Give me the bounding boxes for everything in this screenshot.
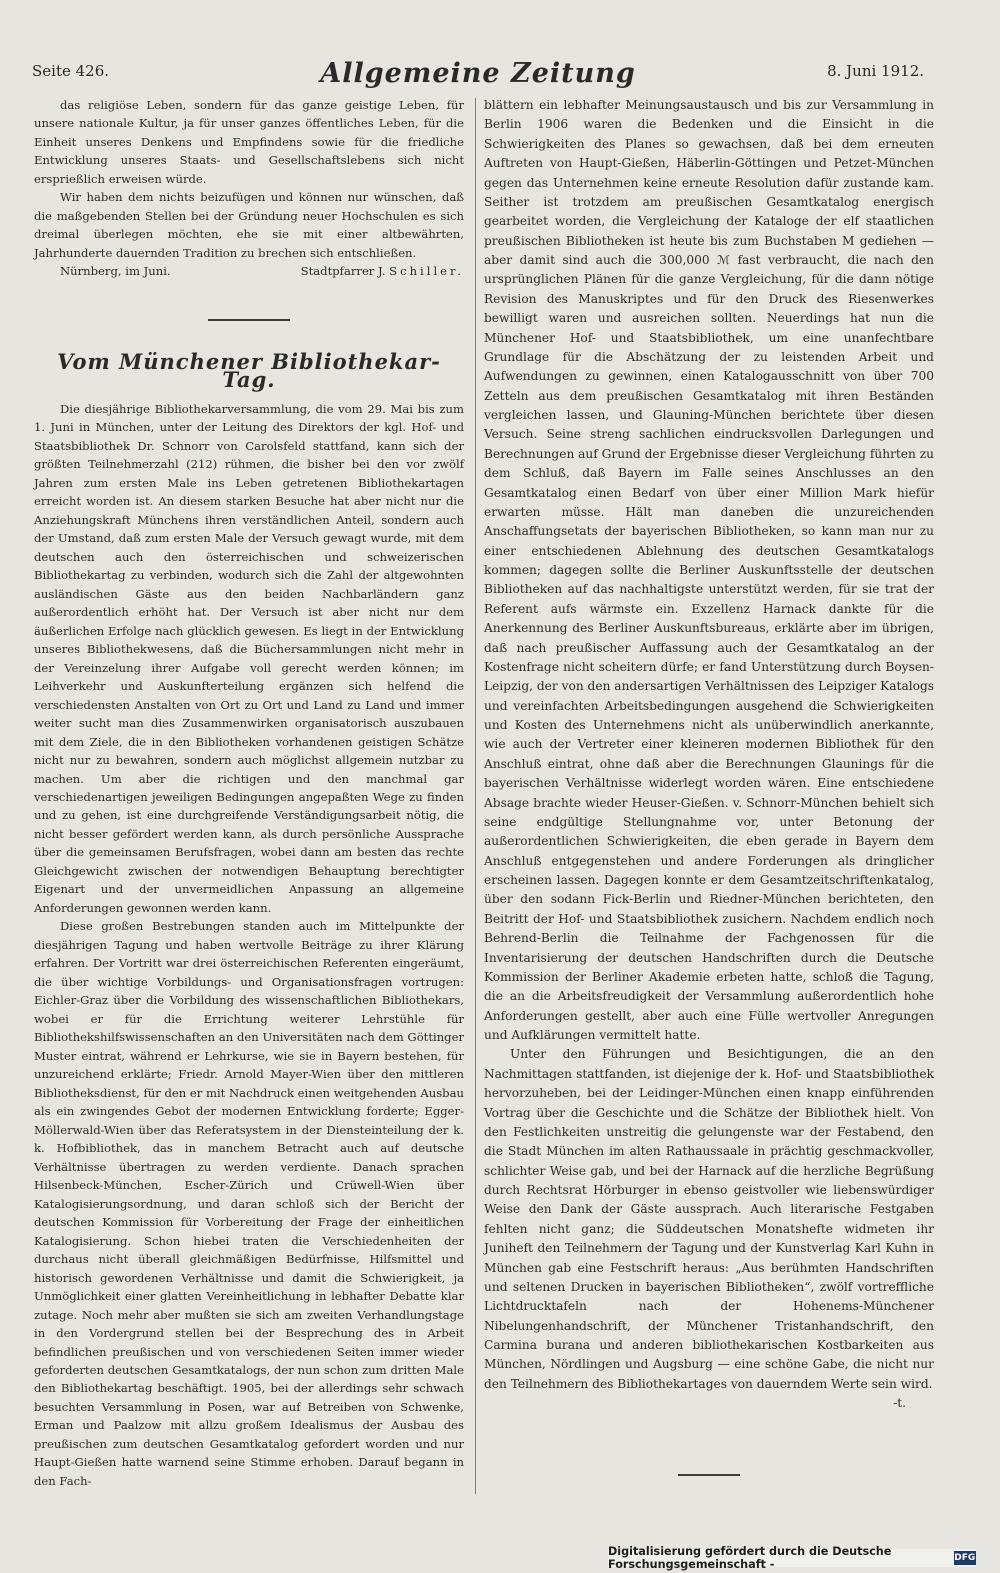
section-separator [208, 319, 290, 321]
prev-article-paragraph: das religiöse Leben, sondern für das ganze geistige Leben, für unsere nationale Kultur, ja für unser ganzes öffentliches Leben, für die Einheit unseres Denkens und Empfindens sowie für die friedliche Entwicklung unseres Staats- und Gesellschaftslebens sich nicht ersprießlich erweisen würde. [34, 98, 464, 186]
column-divider [475, 98, 476, 1494]
author-role: Stadtpfarrer J. [300, 264, 386, 279]
issue-date: 8. Juni 1912. [827, 62, 924, 80]
prev-article-paragraph: Wir haben dem nichts beizufügen und können nur wünschen, daß die maßgebenden Stellen bei der Gründung neuer Hochschulen es sich dreimal überlegen möchten, ehe sie mit einer altbewährten, Jahrhunderte dauernden Tradition zu brechen sich entschließen. [34, 190, 464, 260]
article-title: Vom Münchener Bibliothekar-Tag. [57, 348, 441, 393]
page-header [32, 58, 924, 92]
footer-text: Digitalisierung gefördert durch die Deutsche Forschungsgemeinschaft - [608, 1545, 892, 1571]
page-number: Seite 426. [32, 62, 110, 80]
digitization-footer [608, 1545, 976, 1571]
article-paragraph: Die diesjährige Bibliothekarversammlung, die vom 29. Mai bis zum 1. Juni in München, unter der Leitung des Direktors der kgl. Hof- und Staatsbibliothek Dr. Schnorr von Carolsfeld stattfand, kann sich der größten Teilnehmerzahl (212) rühmen, die bisher bei den vor zwölf Jahren zum ersten Male ins Leben getretenen Bibliothekartagen erreicht worden ist. An diesem starken Besuche hat aber nicht nur die Anziehungskraft Münchens ihren verständlichen Anteil, sondern auch der Umstand, daß zum ersten Male der Versuch gewagt wurde, mit dem deutschen auch den österreichischen und schweizerischen Bibliothekartag zu verbinden, wodurch sich die Zahl der altgewohnten ausländischen Gäste aus den beiden Nachbarländern ganz außerordentlich erhöht hat. Der Versuch ist aber nicht nur dem äußerlichen Erfolge nach glücklich gewesen. Es liegt in der Entwicklung unseres Bibliothekwesens, daß die Büchersammlungen nicht mehr in der Vereinzelung ihrer Aufgabe voll gerecht werden können; im Leihverkehr und Auskunfterteilung ergänzen sich helfend die verschiedensten Anstalten von Ort zu Ort und Land zu Land und immer weiter sucht man dies Zusammenwirken organisatorisch auszubauen mit dem Ziele, die in den Bibliotheken vorhandenen geistigen Schätze nicht nur zu bewahren, sondern auch möglichst allgemein nutzbar zu machen. Um aber die richtigen und den manchmal gar verschiedenartigen jeweiligen Bedingungen angepaßten Wege zu finden und zu gehen, ist eine durchgreifende Verständigungsarbeit nötig, die nicht besser gefördert werden kann, als durch persönliche Aussprache über die gemeinsamen Berufsfragen, wobei dann am besten das rechte Gleichgewicht zwischen der notwendigen Behauptung berechtigter Eigenart und der unvermeidlichen Anpassung an allgemeine Anforderungen gewonnen werden kann. [34, 401, 464, 915]
article-paragraph: Unter den Führungen und Besichtigungen, die an den Nachmittagen stattfanden, ist diejenige der k. Hof- und Staatsbibliothek hervorzuheben, bei der Leidinger-München einen knapp einführenden Vortrag über die Geschichte und die Schätze der Bibliothek hielt. Von den Festlichkeiten unstreitig die gelungenste war der Festabend, den die Stadt München im alten Rathaussaale in prächtig geschmackvoller, schlichter Weise gab, und bei der Harnack auf die herzliche Begrüßung durch Rechtsrat Hörburger in ebenso geistvoller wie liebenswürdiger Weise den Dank der Gäste aussprach. Auch literarische Festgaben fehlten nicht ganz; die Süddeutschen Monatshefte widmeten ihr Juniheft den Teilnehmern der Tagung und der Kunstverlag Karl Kuhn in München gab eine Festschrift heraus: „Aus berühmten Handschriften und seltenen Drucken in bayerischen Bibliotheken“, zwölf vortreffliche Lichtdrucktafeln nach der Hohenems-Münchener Nibelungenhandschrift, der Münchener Tristanhandschrift, den Carmina burana und anderen bibliothekarischen Kostbarkeiten aus München, Nördlingen und Augsburg — eine schöne Gabe, die nicht nur den Teilnehmern des Bibliothekartages von dauerndem Werte sein wird. [484, 1047, 934, 1391]
signature-line [34, 262, 464, 280]
dfg-logo-icon: DFG [954, 1553, 976, 1563]
signature-place: Nürnberg, im Juni. [60, 264, 171, 279]
signature-author [301, 262, 464, 280]
author-name: Schiller. [389, 264, 464, 279]
right-column [484, 96, 934, 1476]
left-column [34, 96, 464, 1490]
end-separator [678, 1474, 740, 1476]
masthead-title: Allgemeine Zeitung [320, 58, 636, 89]
article-paragraph: Diese großen Bestrebungen standen auch im Mittelpunkte der diesjährigen Tagung und haben wertvolle Beiträge zu ihrer Klärung erfahren. Der Vortritt war drei österreichischen Referenten eingeräumt, die über wichtige Vorbildungs- und Organisationsfragen vortrugen: Eichler-Graz über die Vorbildung des wissenschaftlichen Bibliothekars, wobei er für die Errichtung weiterer Lehrstühle für Bibliothekshilfswissenschaften an den Universitäten nach dem Göttinger Muster eintrat, während er Lehrkurse, wie sie in Bayern bestehen, für unzureichend erklärte; Friedr. Arnold Mayer-Wien über den mittleren Bibliotheksdienst, für den er mit Nachdruck einen weitgehenden Ausbau als ein zwingendes Gebot der modernen Entwicklung forderte; Egger-Möllerwald-Wien über das Referatsystem in der Diensteinteilung der k. k. Hofbibliothek, das in manchem Betracht auch auf deutsche Verhältnisse übertragen zu werden verdiente. Danach sprachen Hilsenbeck-München, Escher-Zürich und Crüwell-Wien über Katalogisierungsordnung, und daran schloß sich der Bericht der deutschen Kommission für Vorbereitung der Frage der einheitlichen Katalogisierung. Schon hiebei traten die Verschiedenheiten der durchaus nicht überall gleichmäßigen Bedürfnisse, Hilfsmittel und historisch gewordenen Verhältnisse und damit die Schwierigkeit, ja Unmöglichkeit einer glatten Vereinheitlichung in lebhafter Debatte klar zutage. Noch mehr aber mußten sie sich am zweiten Verhandlungstage in den Vordergrund stellen bei der Besprechung des in Arbeit befindlichen preußischen und von verschiedenen Seiten immer wieder geforderten deutschen Gesamtkatalogs, der nun schon zum dritten Male den Bibliothekartag beschäftigt. 1905, bei der allerdings sehr schwach besuchten Versammlung in Posen, war auf Betreiben von Schwenke, Erman und Paalzow mit allzu großem Idealismus der Ausbau des preußischen zum deutschen Gesamtkatalog gefordert worden und nur Haupt-Gießen hatte warnend seine Stimme erhoben. Darauf begann in den Fach- [34, 919, 464, 1488]
author-initials: -t. [893, 1396, 906, 1411]
article-paragraph: blättern ein lebhafter Meinungsaustausch und bis zur Versammlung in Berlin 1906 waren die Bedenken und die Einsicht in die Schwierigkeiten des Planes so gewachsen, daß bei dem erneuten Auftreten von Haupt-Gießen, Häberlin-Göttingen und Petzet-München gegen das Unternehmen keine erneute Resolution dafür zustande kam. Seither ist trotzdem am preußischen Gesamtkatalog energisch gearbeitet worden, die Vergleichung der Kataloge der elf staatlichen preußischen Bibliotheken ist heute bis zum Buchstaben M gediehen — aber damit sind auch die 300,000 ℳ fast verbraucht, die nach den ursprünglichen Plänen für die ganze Vergleichung, für die dann nötige Revision des Manuskriptes und für den Druck des Riesenwerkes bewilligt waren und ausreichen sollten. Neuerdings hat nun die Münchener Hof- und Staatsbibliothek, um eine unanfechtbare Grundlage für die Abschätzung der zu leistenden Arbeit und Aufwendungen zu gewinnen, einen Katalogausschnitt von über 700 Zetteln aus dem preußischen Gesamtkatalog mit ihren Beständen vergleichen lassen, und Glauning-München berichtete über diesen Versuch. Seine streng sachlichen eindrucksvollen Darlegungen und Berechnungen auf Grund der Ergebnisse dieser Vergleichung führten zu dem Schluß, daß Bayern im Falle seines Anschlusses an den Gesamtkatalog einen Bedarf von über einer Million Mark hiefür erwarten müsse. Hält man daneben die unzureichenden Anschaffungsetats der bayerischen Bibliotheken, so kann man nur zu einer entschiedenen Ablehnung des deutschen Gesamtkatalogs kommen; dagegen sollte die Berliner Auskunftsstelle der deutschen Bibliotheken auf das nachhaltigste unterstützt werden, für sie trat der Referent aufs wärmste ein. Exzellenz Harnack dankte für die Anerkennung des Berliner Auskunftsbureaus, erklärte aber im übrigen, daß nach preußischer Auffassung auch der Gesamtkatalog an der Kostenfrage nicht scheitern dürfe; er fand Unterstützung durch Boysen-Leipzig, der von den andersartigen Verhältnissen des Leipziger Katalogs und vereinfachten Arbeitsbedingungen ausgehend die Schwierigkeiten und Kosten des Unternehmens nicht als unüberwindlich anerkannte, wie auch der Vertreter einer kleineren modernen Bibliothek für den Anschluß eintrat, ohne daß aber die Berechnungen Glaunings für die bayerischen Verhältnisse widerlegt worden wären. Eine entschiedene Absage brachte wieder Heuser-Gießen. v. Schnorr-München behielt sich seine endgültige Stellungnahme vor, unter Betonung der außerordentlichen Schwierigkeiten, die eben gerade in Bayern dem Anschluß entgegenstehen und andere Forderungen als dringlicher erscheinen lassen. Dagegen konnte er dem Gesamtzeitschriftenkatalog, über den sodann Fick-Berlin und Riedner-München berichteten, den Beitritt der Hof- und Staatsbibliothek zusichern. Nachdem endlich noch Behrend-Berlin die Teilnahme der Fachgenossen für die Inventarisierung der deutschen Handschriften durch die Deutsche Kommission der Berliner Akademie erbeten hatte, schloß die Tagung, die an die Arbeitsfreudigkeit der Versammlung außerordentlich hohe Anforderungen gestellt, aber auch eine Fülle wertvoller Anregungen und Aufklärungen vermittelt hatte. [484, 98, 934, 1042]
